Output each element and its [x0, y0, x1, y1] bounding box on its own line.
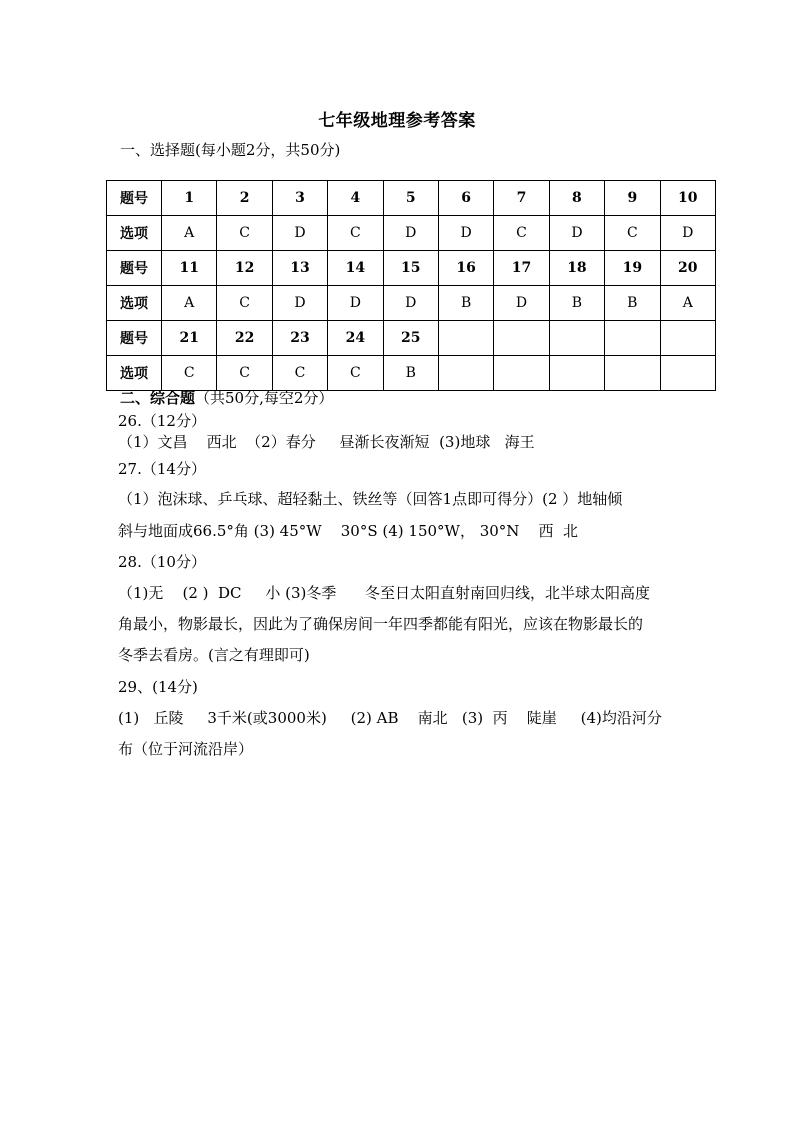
- row-label-number: 题号: [107, 251, 162, 286]
- question-number-cell: [494, 321, 549, 356]
- answer-cell: D: [328, 286, 383, 321]
- q27-answer-line1: （1）泡沫球、乒乓球、超轻黏土、铁丝等（回答1点即可得分）(2 ）地轴倾: [118, 490, 623, 508]
- page-title: 七年级地理参考答案: [318, 111, 476, 131]
- answer-cell: A: [162, 286, 217, 321]
- answer-cell: C: [272, 356, 327, 391]
- answer-cell: B: [549, 286, 604, 321]
- section2-heading-bold: 二、综合题: [120, 389, 196, 407]
- q29-answer-line2: 布（位于河流沿岸）: [118, 740, 254, 758]
- question-number-cell: [605, 321, 660, 356]
- answer-cell: A: [660, 286, 715, 321]
- answer-cell: C: [162, 356, 217, 391]
- table-row-numbers: [107, 181, 716, 216]
- question-number-cell: 11: [162, 251, 217, 286]
- question-number-cell: 13: [272, 251, 327, 286]
- question-number-cell: 18: [549, 251, 604, 286]
- section1-heading: 一、选择题(每小题2分，共50分): [120, 141, 341, 159]
- answer-cell: D: [494, 286, 549, 321]
- table-row-answers: [107, 216, 716, 251]
- q27-answer-line2: 斜与地面成66.5°角 (3) 45°W 30°S (4) 150°W， 30°N 西 北: [118, 522, 579, 540]
- answer-cell: A: [162, 216, 217, 251]
- section2-heading: [120, 387, 333, 408]
- table-row-answers: [107, 356, 716, 391]
- question-number-cell: 23: [272, 321, 327, 356]
- table-row-answers: [107, 286, 716, 321]
- section2-heading-rest: （共50分,每空2分）: [195, 389, 334, 407]
- answer-cell: B: [605, 286, 660, 321]
- question-number-cell: 9: [605, 181, 660, 216]
- answer-cell: C: [217, 286, 272, 321]
- answer-cell: [605, 356, 660, 391]
- question-number-cell: 3: [272, 181, 327, 216]
- answer-cell: C: [328, 216, 383, 251]
- answer-table: [106, 180, 716, 391]
- q27-label: 27.（14分）: [118, 460, 206, 478]
- question-number-cell: 15: [383, 251, 438, 286]
- question-number-cell: [549, 321, 604, 356]
- answer-cell: B: [438, 286, 493, 321]
- question-number-cell: 17: [494, 251, 549, 286]
- q28-answer-line1: （1)无 (2 ) DC 小 (3)冬季 冬至日太阳直射南回归线，北半球太阳高度: [118, 584, 650, 602]
- q29-label: 29、(14分): [118, 678, 198, 696]
- question-number-cell: 10: [660, 181, 715, 216]
- q28-answer-line2: 角最小，物影最长，因此为了确保房间一年四季都能有阳光，应该在物影最长的: [118, 615, 644, 633]
- question-number-cell: 2: [217, 181, 272, 216]
- answer-cell: C: [328, 356, 383, 391]
- question-number-cell: 22: [217, 321, 272, 356]
- answer-cell: D: [549, 216, 604, 251]
- answer-cell: [494, 356, 549, 391]
- question-number-cell: 16: [438, 251, 493, 286]
- q29-answer-line1: (1) 丘陵 3千米(或3000米) (2) AB 南北 (3) 丙 陡崖 (4)均沿河分: [118, 709, 662, 727]
- row-label-option: 选项: [107, 216, 162, 251]
- answer-cell: [549, 356, 604, 391]
- answer-cell: C: [217, 356, 272, 391]
- question-number-cell: 4: [328, 181, 383, 216]
- answer-cell: C: [494, 216, 549, 251]
- question-number-cell: 5: [383, 181, 438, 216]
- answer-cell: D: [438, 216, 493, 251]
- answer-cell: D: [383, 286, 438, 321]
- question-number-cell: 14: [328, 251, 383, 286]
- row-label-number: 题号: [107, 181, 162, 216]
- row-label-number: 题号: [107, 321, 162, 356]
- answer-cell: [660, 356, 715, 391]
- table-row-numbers: [107, 321, 716, 356]
- question-number-cell: 21: [162, 321, 217, 356]
- question-number-cell: 19: [605, 251, 660, 286]
- row-label-option: 选项: [107, 356, 162, 391]
- question-number-cell: 8: [549, 181, 604, 216]
- answer-cell: D: [272, 216, 327, 251]
- question-number-cell: 20: [660, 251, 715, 286]
- answer-cell: D: [660, 216, 715, 251]
- answer-cell: D: [272, 286, 327, 321]
- q28-answer-line3: 冬季去看房。(言之有理即可): [118, 646, 310, 664]
- answer-cell: D: [383, 216, 438, 251]
- question-number-cell: 7: [494, 181, 549, 216]
- answer-cell: [438, 356, 493, 391]
- question-number-cell: 24: [328, 321, 383, 356]
- q28-label: 28.（10分）: [118, 553, 206, 571]
- question-number-cell: 6: [438, 181, 493, 216]
- answer-cell: C: [605, 216, 660, 251]
- row-label-option: 选项: [107, 286, 162, 321]
- question-number-cell: 12: [217, 251, 272, 286]
- q26-label: 26.（12分）: [118, 412, 206, 430]
- answer-cell: B: [383, 356, 438, 391]
- question-number-cell: [660, 321, 715, 356]
- answer-cell: C: [217, 216, 272, 251]
- question-number-cell: [438, 321, 493, 356]
- question-number-cell: 25: [383, 321, 438, 356]
- question-number-cell: 1: [162, 181, 217, 216]
- q26-answer: （1）文昌 西北 （2）春分 昼渐长夜渐短 (3)地球 海王: [118, 433, 535, 451]
- table-row-numbers: [107, 251, 716, 286]
